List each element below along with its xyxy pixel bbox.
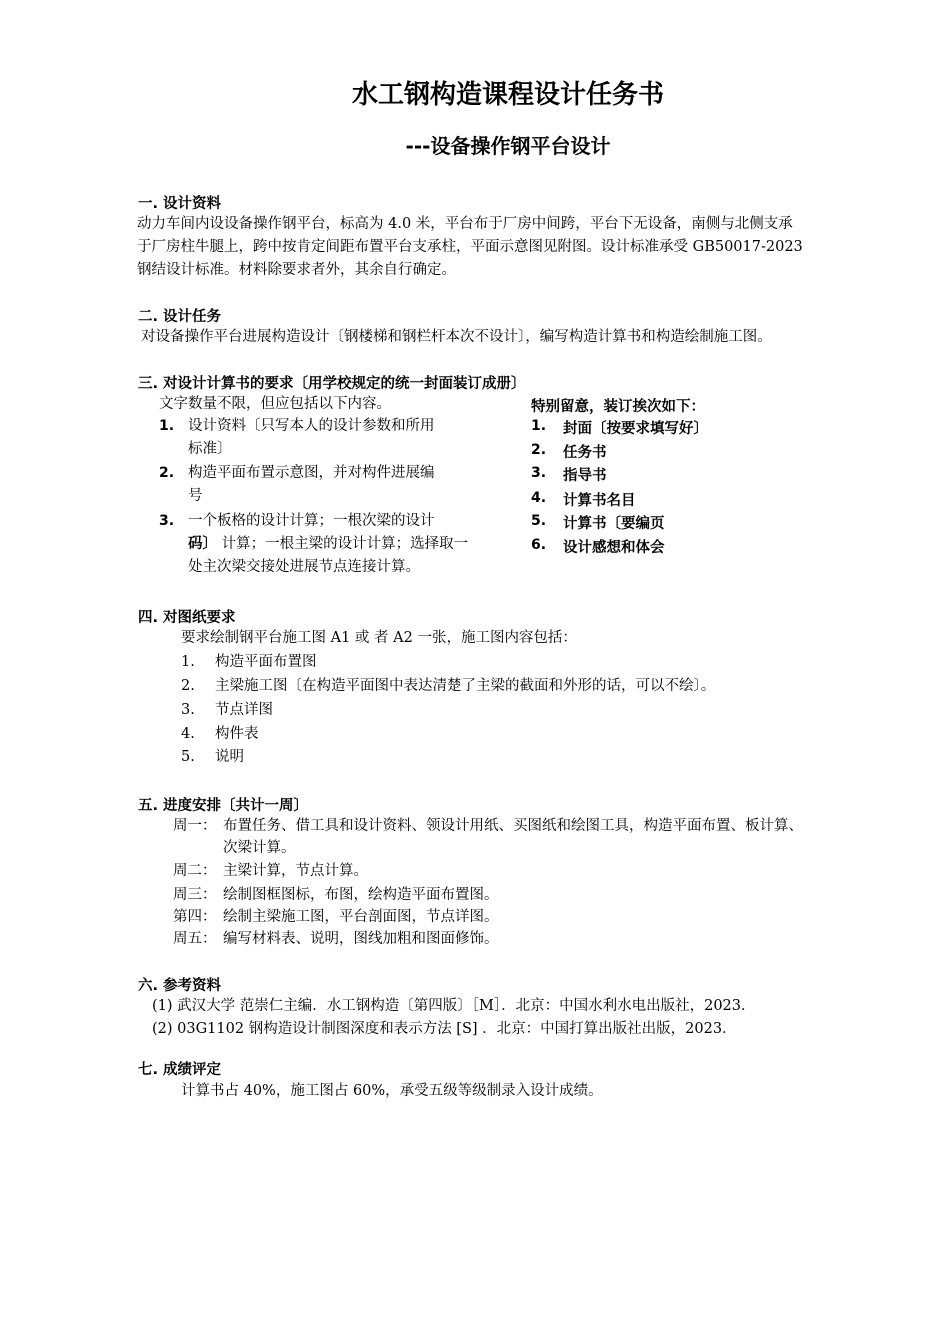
section-1-heading: 一. 设计资料 xyxy=(138,196,222,212)
binding-item-6-num: 6. xyxy=(531,537,547,553)
section-1-line-3: 钢结设计标准。材料除要求者外，其余自行确定。 xyxy=(137,262,456,278)
binding-order-heading: 特别留意，装订挨次如下： xyxy=(531,399,705,415)
section-1-line-1: 动力车间内设设备操作钢平台，标高为 4.0 米，平台布于厂房中间跨，平台下无设备，南侧与北侧支承 xyxy=(137,216,793,232)
req-item-3-line-3: 处主次梁交接处进展节点连接计算。 xyxy=(188,559,420,575)
req-item-2-line-2: 号 xyxy=(188,488,203,504)
section-2-text: 对设备操作平台进展构造设计〔钢楼梯和钢栏杆本次不设计〕，编写构造计算书和构造绘制施工图。 xyxy=(141,329,772,345)
drawing-item-5-label: 说明 xyxy=(215,749,244,765)
req-item-3-num: 3. xyxy=(159,513,175,529)
section-6-heading: 六. 参考资料 xyxy=(138,978,222,994)
req-item-3-line-2 xyxy=(188,533,468,556)
schedule-day-3: 周三： xyxy=(173,887,217,903)
binding-item-6-label: 设计感想和体会 xyxy=(563,540,665,556)
binding-item-3-num: 3. xyxy=(531,465,547,481)
schedule-day-2-line-1: 主梁计算，节点计算。 xyxy=(223,863,368,879)
section-3-heading: 三. 对设计计算书的要求〔用学校规定的统一封面装订成册〕 xyxy=(138,376,526,392)
drawing-item-1-label: 构造平面布置图 xyxy=(215,654,317,670)
schedule-day-3-line-1: 绘制图框图标，布图，绘构造平面布置图。 xyxy=(223,887,499,903)
drawing-item-3-num: 3. xyxy=(181,702,195,718)
drawing-item-4-label: 构件表 xyxy=(215,726,259,742)
binding-item-5-label: 计算书〔要编页 xyxy=(563,516,665,532)
section-5-heading: 五. 进度安排〔共计一周〕 xyxy=(138,798,309,814)
section-1-line-2: 于厂房柱牛腿上，跨中按肯定间距布置平台支承柱，平面示意图见附图。设计标准承受 GB50017-2023 xyxy=(137,239,803,255)
schedule-day-1-line-2: 次梁计算。 xyxy=(223,840,296,856)
section-7-heading: 七. 成绩评定 xyxy=(138,1062,222,1078)
reference-2: (2) 03G1102 钢构造设计制图深度和表示方法 [S] ．北京：中国打算出版社出版，2023． xyxy=(152,1021,737,1037)
binding-item-3-label: 指导书 xyxy=(563,468,607,484)
req-item-2-line-1: 构造平面布置示意图，并对构件进展编 xyxy=(188,465,435,481)
drawing-item-2-num: 2. xyxy=(181,678,195,694)
schedule-day-5: 周五： xyxy=(173,931,217,947)
schedule-day-1-line-1: 布置任务、借工具和设计资料、领设计用纸、买图纸和绘图工具，构造平面布置、板计算、 xyxy=(223,818,803,834)
drawing-item-1-num: 1. xyxy=(181,654,195,670)
binding-item-2-label: 任务书 xyxy=(563,445,607,461)
drawing-item-5-num: 5. xyxy=(181,749,195,765)
drawing-item-3-label: 节点详图 xyxy=(215,702,273,718)
document-title: 水工钢构造课程设计任务书 xyxy=(351,80,664,110)
binding-item-5-num: 5. xyxy=(531,513,547,529)
section-4-heading: 四. 对图纸要求 xyxy=(138,610,236,626)
binding-item-2-num: 2. xyxy=(531,442,547,458)
document-subtitle: ---设备操作钢平台设计 xyxy=(405,134,611,158)
section-2-heading: 二. 设计任务 xyxy=(138,309,222,325)
drawing-item-4-num: 4. xyxy=(181,726,195,742)
binding-item-1-label: 封面〔按要求填写好〕 xyxy=(563,421,708,437)
schedule-day-5-line-1: 编写材料表、说明，图线加粗和图面修饰。 xyxy=(223,931,499,947)
req-item-1-line-1: 设计资料〔只写本人的设计参数和所用 xyxy=(188,418,435,434)
req-item-3-line-1: 一个板格的设计计算；一根次梁的设计 xyxy=(188,513,435,529)
binding-item-4-label: 计算书名目 xyxy=(563,493,636,509)
drawing-item-2-label: 主梁施工图〔在构造平面图中表达清楚了主梁的截面和外形的话，可以不绘〕。 xyxy=(215,678,716,694)
req-item-1-line-2: 标准〕 xyxy=(188,441,232,457)
req-item-3-bold: 码〕 xyxy=(188,536,217,552)
schedule-day-4: 第四： xyxy=(173,909,217,925)
req-item-1-num: 1. xyxy=(159,418,175,434)
reference-1: (1) 武汉大学 范崇仁主编．水工钢构造〔第四版〕［M］．北京：中国水利水电出版社，2023． xyxy=(152,998,756,1014)
req-item-3-line-2-text: 计算；一根主梁的设计计算；选择取一 xyxy=(221,536,469,552)
section-4-intro: 要求绘制钢平台施工图 A1 或 者 A2 一张，施工图内容包括： xyxy=(181,630,577,646)
schedule-day-4-line-1: 绘制主梁施工图，平台剖面图，节点详图。 xyxy=(223,909,499,925)
binding-item-4-num: 4. xyxy=(531,490,547,506)
schedule-day-1: 周一： xyxy=(173,818,217,834)
section-3-intro: 文字数量不限，但应包括以下内容。 xyxy=(159,396,391,412)
req-item-2-num: 2. xyxy=(159,465,175,481)
schedule-day-2: 周二： xyxy=(173,863,217,879)
section-7-text: 计算书占 40%，施工图占 60%，承受五级等级制录入设计成绩。 xyxy=(181,1083,603,1099)
binding-item-1-num: 1. xyxy=(531,418,547,434)
